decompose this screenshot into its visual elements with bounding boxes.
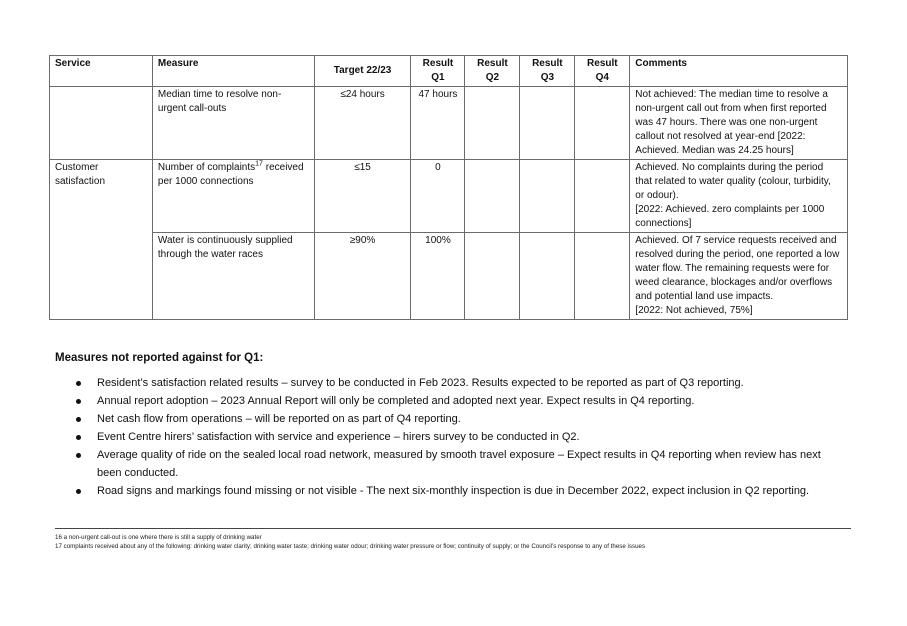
cell-service (50, 87, 153, 160)
list-item (74, 410, 844, 428)
measure-text-tail: received per 1000 connections (157, 162, 304, 187)
header-comments: Comments (630, 56, 848, 87)
bullet-icon (76, 381, 81, 386)
cell-measure (152, 160, 314, 233)
cell-result-q3 (520, 233, 575, 320)
list-item-text: Net cash flow from operations – will be reported on as part of Q4 reporting. (97, 413, 461, 425)
cell-result-q4 (575, 87, 630, 160)
list-item-text: Resident’s satisfaction related results – survey to be conducted in Feb 2023. Results expected to be reported as part of Q3 reporting. (97, 377, 744, 389)
footnote-ref: 17 (255, 160, 263, 168)
header-measure: Measure (152, 56, 314, 87)
performance-table (49, 55, 848, 320)
cell-comments (630, 160, 848, 233)
bullet-icon (76, 453, 81, 458)
list-item-text: Annual report adoption – 2023 Annual Report will only be completed and adopted next year. Expect results in Q4 reporting. (97, 395, 695, 407)
bullet-icon (76, 489, 81, 494)
table-row (50, 233, 848, 320)
cell-result-q1: 47 hours (411, 87, 465, 160)
cell-measure: Water is continuously supplied through the water races (152, 233, 314, 320)
cell-comments (630, 233, 848, 320)
cell-result-q4 (575, 160, 630, 233)
cell-service: Customer satisfaction (50, 160, 153, 233)
comment-prior-year: [2022: Not achieved, 75%] (635, 305, 753, 316)
cell-result-q2 (465, 87, 520, 160)
cell-comments: Not achieved: The median time to resolve a non-urgent call out from when first reported was 47 hours. There was one non-urgent callout not resolved at year-end [2022: Achieved. Median was 24.25 hours] (630, 87, 848, 160)
comment-text: Achieved. Of 7 service requests received and resolved during the period, one reported a low water flow. The remaining requests were for weed clearance, blockages and/or overflows and potential land use impacts. (635, 235, 840, 302)
footnotes (55, 533, 645, 551)
footnote-divider (55, 528, 851, 529)
footnote-17: 17 complaints received about any of the following: drinking water clarity; drinking water taste; drinking water odour; drinking water pressure or flow; continuity of supply; or the Council’s response to any of these issues (55, 543, 646, 550)
table-header-row (50, 56, 848, 87)
table-row (50, 87, 848, 160)
cell-target: ≥90% (314, 233, 411, 320)
footnote-16: 16 a non-urgent call-out is one where there is still a supply of drinking water (55, 534, 262, 541)
bullet-list (74, 374, 844, 500)
cell-result-q4 (575, 233, 630, 320)
list-item-text: Event Centre hirers’ satisfaction with service and experience – hirers survey to be conducted in Q2. (97, 431, 580, 443)
section-title: Measures not reported against for Q1: (55, 352, 264, 364)
cell-target: ≤15 (314, 160, 411, 233)
list-item-text: Average quality of ride on the sealed local road network, measured by smooth travel exposure – Expect results in Q4 reporting when review has next been conducted. (97, 449, 821, 479)
comment-text: Achieved. No complaints during the period that related to water quality (colour, turbidity, or odour). (635, 162, 831, 201)
comment-prior-year: [2022: Achieved. zero complaints per 1000 connections] (635, 204, 825, 229)
list-item (74, 392, 844, 410)
header-result-q3: Result Q3 (520, 56, 575, 87)
list-item (74, 428, 844, 446)
cell-result-q1: 0 (411, 160, 465, 233)
list-item (74, 482, 844, 500)
header-result-q4: Result Q4 (575, 56, 630, 87)
measure-text: Number of complaints (157, 162, 256, 173)
list-item (74, 446, 844, 482)
header-result-q2: Result Q2 (465, 56, 520, 87)
cell-measure: Median time to resolve non-urgent call-outs (152, 87, 314, 160)
header-target: Target 22/23 (314, 56, 411, 87)
list-item (74, 374, 844, 392)
bullet-icon (76, 417, 81, 422)
bullet-icon (76, 435, 81, 440)
list-item-text: Road signs and markings found missing or not visible - The next six-monthly inspection is due in December 2022, expect inclusion in Q2 reporting. (97, 485, 810, 497)
cell-result-q3 (520, 87, 575, 160)
cell-result-q1: 100% (411, 233, 465, 320)
bullet-icon (76, 399, 81, 404)
header-result-q1: Result Q1 (411, 56, 465, 87)
cell-result-q2 (465, 160, 520, 233)
header-service: Service (50, 56, 153, 87)
cell-result-q2 (465, 233, 520, 320)
cell-target: ≤24 hours (314, 87, 411, 160)
cell-service (50, 233, 153, 320)
cell-result-q3 (520, 160, 575, 233)
table-row (50, 160, 848, 233)
